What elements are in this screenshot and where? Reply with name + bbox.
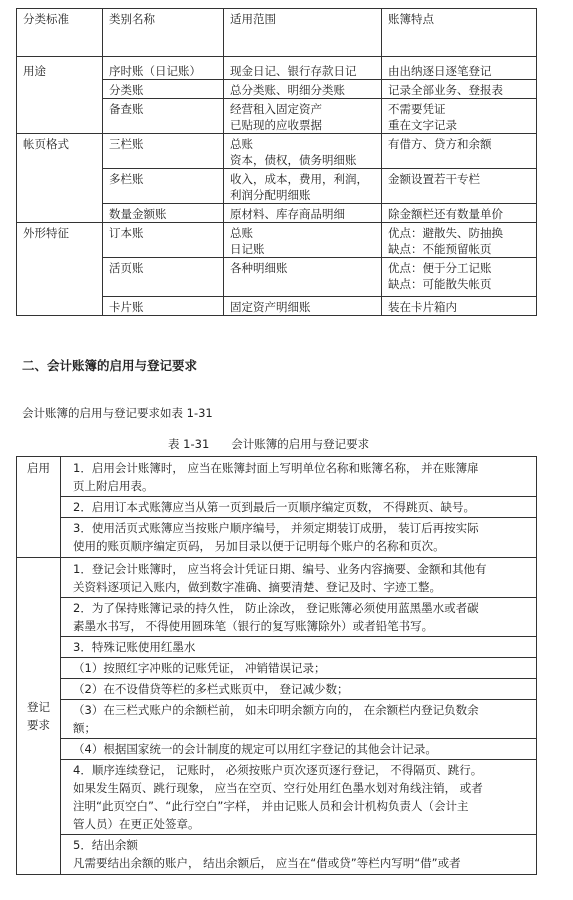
list-item — [61, 834, 536, 873]
feature-cell — [382, 80, 537, 99]
name-cell — [103, 258, 224, 297]
text-line: （1）按照红字冲账的记账凭证， 冲销错误记录； — [73, 661, 326, 675]
list-item — [61, 657, 536, 678]
header-cell: 账簿特点 — [382, 9, 537, 57]
scope-cell — [224, 80, 382, 99]
cell-text: 利润分配明细账 — [230, 188, 311, 202]
cell-text: 缺点：可能散失帐页 — [388, 277, 492, 291]
cell-text: 除金额栏还有数量单价 — [388, 207, 503, 221]
list-item — [61, 699, 536, 738]
cell-text: 卡片账 — [109, 300, 144, 314]
text-line: 管人员）在更正处签章。 — [73, 817, 200, 831]
cell-text: 原材料、库存商品明细 — [230, 207, 345, 221]
feature-cell — [382, 258, 537, 297]
cell-text: 数量金额账 — [109, 207, 167, 221]
cell-text: 总账 — [230, 226, 253, 240]
table-caption: 表 1-31 会计账簿的启用与登记要求 — [168, 437, 370, 451]
cell-text: 分类账 — [109, 83, 144, 97]
text-line: 页上附启用表。 — [73, 479, 154, 493]
content-cell — [61, 457, 537, 558]
name-cell — [103, 134, 224, 169]
category-cell: 外形特征 — [17, 223, 103, 316]
text-line: 注明“此页空白”、“此行空白”字样， 并由记账人员和会计机构负责人（会计主 — [73, 799, 469, 813]
cell-text: 现金日记、银行存款日记 — [230, 64, 357, 78]
text-line: （3）在三栏式账户的余额栏前， 如未印明余额方向的， 在余额栏内登记负数余 — [73, 703, 479, 717]
text-line: 5．结出余额 — [73, 838, 138, 852]
list-item — [61, 738, 536, 759]
cell-text: 金额设置若干专栏 — [388, 172, 480, 186]
cell-text: 记录全部业务、登报表 — [388, 83, 503, 97]
scope-cell — [224, 134, 382, 169]
list-item — [61, 597, 536, 636]
cell-text: 装在卡片箱内 — [388, 300, 457, 314]
cell-text: 固定资产明细账 — [230, 300, 311, 314]
feature-cell — [382, 297, 537, 316]
text-line: 1．启用会计账簿时， 应当在账簿封面上写明单位名称和账簿名称， 并在账簿扉 — [73, 461, 479, 475]
cell-text: 备查账 — [109, 102, 144, 116]
text-line: 关资料逐项记入账内，做到数字准确、摘要清楚、登记及时、字迹工整。 — [73, 580, 441, 594]
feature-cell — [382, 204, 537, 223]
text-line: 使用的账页顺序编定页码， 另加目录以便于记明每个账户的名称和页次。 — [73, 539, 445, 553]
table-row — [17, 457, 537, 558]
text-line: 额； — [73, 721, 96, 735]
cell-text: 订本账 — [109, 226, 144, 240]
category-cell: 用途 — [17, 57, 103, 134]
cell-text: 已贴现的应收票据 — [230, 118, 322, 132]
list-item — [61, 517, 536, 556]
list-item — [61, 496, 536, 517]
category-cell — [17, 558, 61, 875]
cell-text: 优点：便于分工记账 — [388, 261, 492, 275]
header-cell: 适用范围 — [224, 9, 382, 57]
text-line: 3．特殊记账使用红墨水 — [73, 640, 196, 654]
text-line: （2）在不设借贷等栏的多栏式账页中， 登记减少数； — [73, 682, 349, 696]
account-book-classification-table — [16, 8, 537, 316]
intro-text: 会计账簿的启用与登记要求如表 1-31 — [22, 406, 213, 420]
table-row — [17, 223, 537, 258]
cell-text: 收入，成本，费用，利润， — [230, 172, 368, 186]
cell-text: 多栏账 — [109, 172, 144, 186]
content-cell — [61, 558, 537, 875]
text-line: （4）根据国家统一的会计制度的规定可以用红字登记的其他会计记录。 — [73, 742, 437, 756]
scope-cell — [224, 297, 382, 316]
cell-text: 日记账 — [230, 242, 265, 256]
feature-cell — [382, 223, 537, 258]
scope-cell — [224, 57, 382, 80]
name-cell — [103, 80, 224, 99]
text-line: 2．为了保持账簿记录的持久性， 防止涂改， 登记账簿必须使用蓝黑墨水或者碳 — [73, 601, 479, 615]
cell-text: 总账 — [230, 137, 253, 151]
text-line: 素墨水书写， 不得使用圆珠笔（银行的复写账簿除外）或者铅笔书写。 — [73, 619, 434, 633]
cell-text: 经营租入固定资产 — [230, 102, 322, 116]
text-line: 4．顺序连续登记， 记账时， 必须按账户页次逐页逐行登记， 不得隔页、跳行。 — [73, 763, 483, 777]
cell-text: 不需要凭证 — [388, 102, 446, 116]
cell-text: 三栏账 — [109, 137, 144, 151]
scope-cell — [224, 169, 382, 204]
category-label-line: 登记 — [27, 700, 50, 714]
name-cell — [103, 223, 224, 258]
table-row — [17, 558, 537, 875]
cell-text: 重在文字记录 — [388, 118, 457, 132]
text-line: 1．登记会计账簿时， 应当将会计凭证日期、编号、业务内容摘要、金额和其他有 — [73, 562, 487, 576]
section-heading: 二、会计账簿的启用与登记要求 — [22, 358, 198, 373]
table-row — [17, 134, 537, 169]
name-cell — [103, 57, 224, 80]
cell-text: 优点：避散失、防抽换 — [388, 226, 503, 240]
scope-cell — [224, 223, 382, 258]
table-header-row — [17, 9, 537, 57]
feature-cell — [382, 99, 537, 134]
text-line: 2．启用订本式账簿应当从第一页到最后一页顺序编定页数， 不得跳页、缺号。 — [73, 500, 475, 514]
list-item — [61, 636, 536, 657]
cell-text: 各种明细账 — [230, 261, 288, 275]
feature-cell — [382, 169, 537, 204]
list-item — [61, 559, 536, 597]
name-cell — [103, 297, 224, 316]
table-row — [17, 57, 537, 80]
category-cell: 启用 — [17, 457, 61, 558]
cell-text: 由出纳逐日逐笔登记 — [388, 64, 492, 78]
list-item — [61, 678, 536, 699]
text-line: 3．使用活页式账簿应当按账户顺序编号， 并须定期装订成册， 装订后再按实际 — [73, 521, 479, 535]
scope-cell — [224, 99, 382, 134]
cell-text: 缺点：不能预留帐页 — [388, 242, 492, 256]
header-cell: 分类标准 — [17, 9, 103, 57]
name-cell — [103, 169, 224, 204]
list-item — [61, 759, 536, 834]
book-start-and-record-table — [16, 456, 537, 875]
header-cell: 类别名称 — [103, 9, 224, 57]
feature-cell — [382, 57, 537, 80]
scope-cell — [224, 204, 382, 223]
cell-text: 有借方、贷方和余额 — [388, 137, 492, 151]
name-cell — [103, 99, 224, 134]
text-line: 凡需要结出余额的账户， 结出余额后， 应当在“借或贷”等栏内写明“借”或者 — [73, 856, 461, 870]
name-cell — [103, 204, 224, 223]
cell-text: 资本，债权，债务明细账 — [230, 153, 357, 167]
feature-cell — [382, 134, 537, 169]
cell-text: 总分类账、明细分类账 — [230, 83, 345, 97]
cell-text: 活页账 — [109, 261, 144, 275]
category-cell: 帐页格式 — [17, 134, 103, 223]
scope-cell — [224, 258, 382, 297]
cell-text: 序时账（日记账） — [109, 64, 201, 78]
text-line: 如果发生隔页、跳行现象， 应当在空页、空行处用红色墨水划对角线注销， 或者 — [73, 781, 483, 795]
list-item — [61, 458, 536, 496]
category-label-line: 要求 — [27, 718, 50, 732]
